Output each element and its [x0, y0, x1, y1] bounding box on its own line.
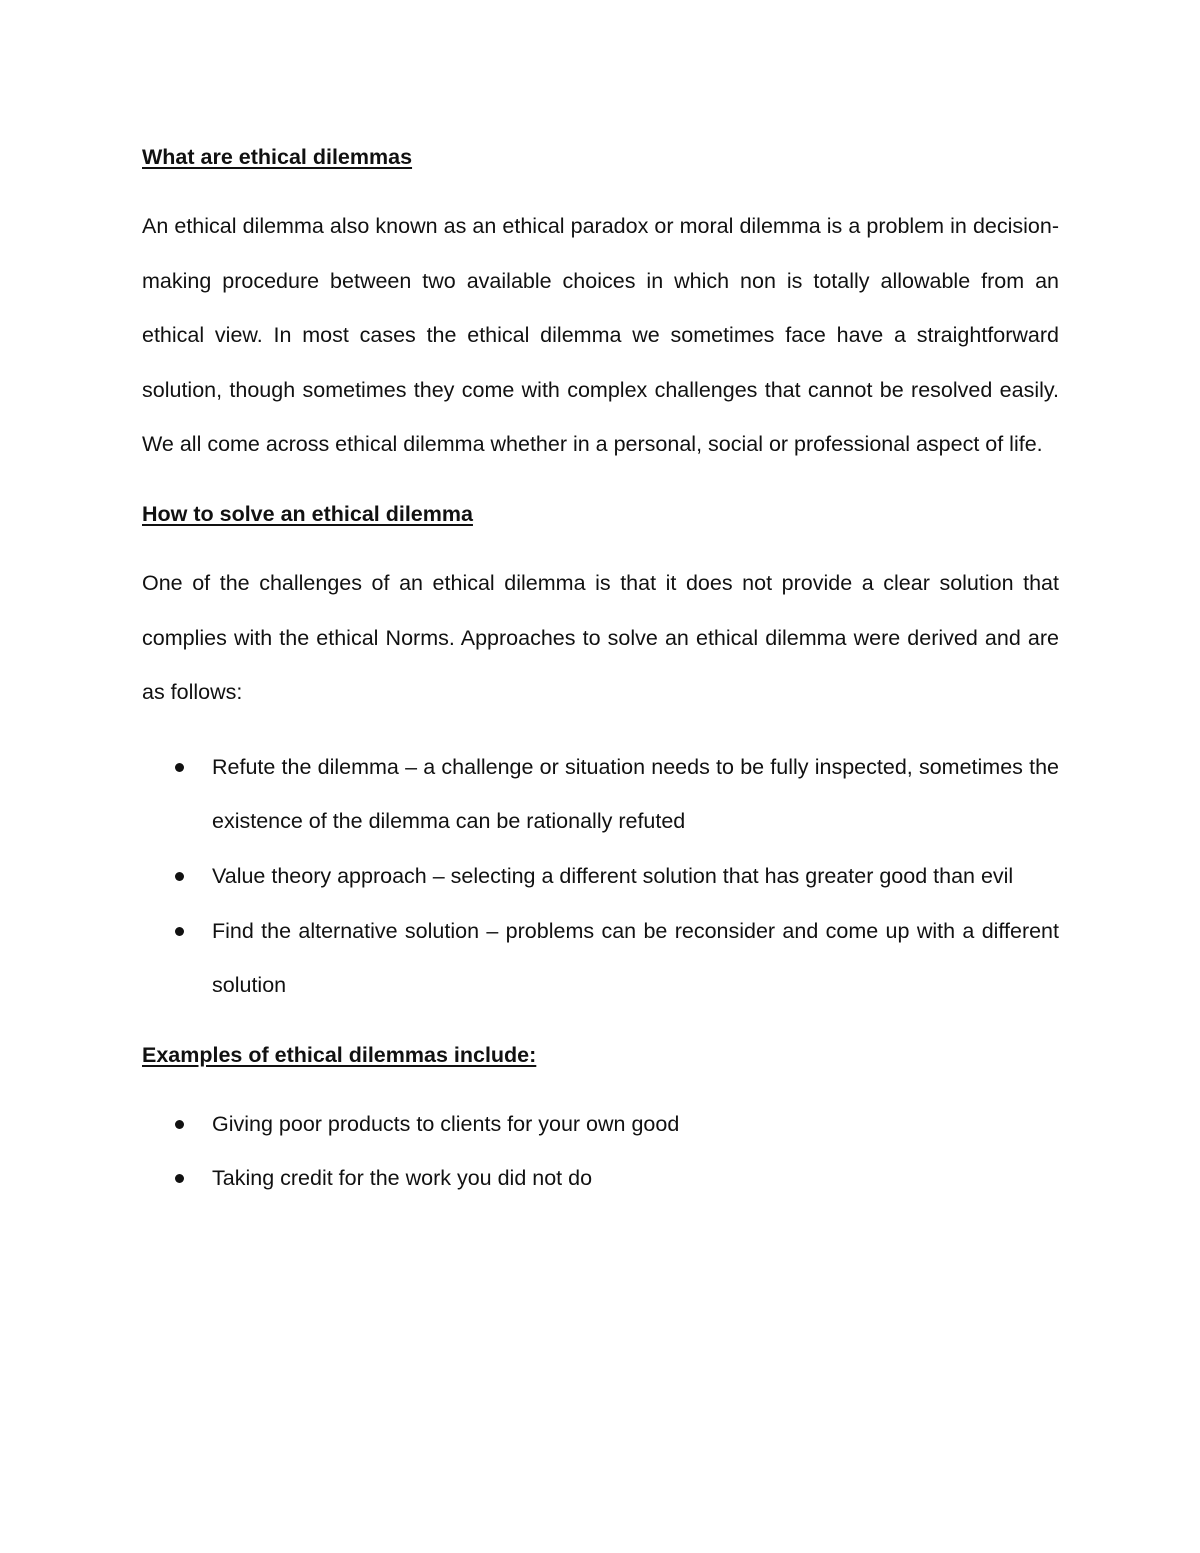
section-heading: How to solve an ethical dilemma — [142, 501, 473, 526]
list-item — [142, 1151, 1059, 1206]
approaches-list — [142, 740, 1059, 1013]
document-body — [142, 135, 1059, 1226]
section-paragraph: An ethical dilemma also known as an ethical paradox or moral dilemma is a problem in decision-making procedure between two available choices in which non is totally allowable from an ethical view. In most cases the ethical dilemma we sometimes face have a straightforward solution, though sometimes they come with complex challenges that cannot be resolved easily. We all come across ethical dilemma whether in a personal, social or professional aspect of life. — [142, 214, 1059, 457]
list-item-text: Giving poor products to clients for your own good — [212, 1111, 680, 1136]
bullet-icon — [175, 763, 184, 772]
list-item-text: Taking credit for the work you did not do — [212, 1166, 593, 1191]
section-paragraph: One of the challenges of an ethical dilemma is that it does not provide a clear solution that complies with the ethical Norms. Approaches to solve an ethical dilemma were derived and are as follows: — [142, 570, 1059, 705]
section-heading: What are ethical dilemmas — [142, 145, 413, 169]
section-heading: Examples of ethical dilemmas include: — [142, 1042, 537, 1067]
bullet-icon — [175, 1120, 184, 1129]
list-item-text: Refute the dilemma – a challenge or situation needs to be fully inspected, sometimes the existence of the dilemma can be rationally refuted — [212, 754, 1059, 834]
list-item-text: Find the alternative solution – problems can be reconsider and come up with a different solution — [212, 918, 1059, 998]
list-item — [142, 849, 1059, 904]
examples-list — [142, 1097, 1059, 1206]
list-item — [142, 904, 1059, 1013]
list-item — [142, 1097, 1059, 1152]
bullet-icon — [175, 1174, 184, 1183]
bullet-icon — [175, 872, 184, 881]
bullet-icon — [175, 927, 184, 936]
list-item — [142, 740, 1059, 849]
list-item-text: Value theory approach – selecting a different solution that has greater good than evil — [212, 863, 1014, 888]
